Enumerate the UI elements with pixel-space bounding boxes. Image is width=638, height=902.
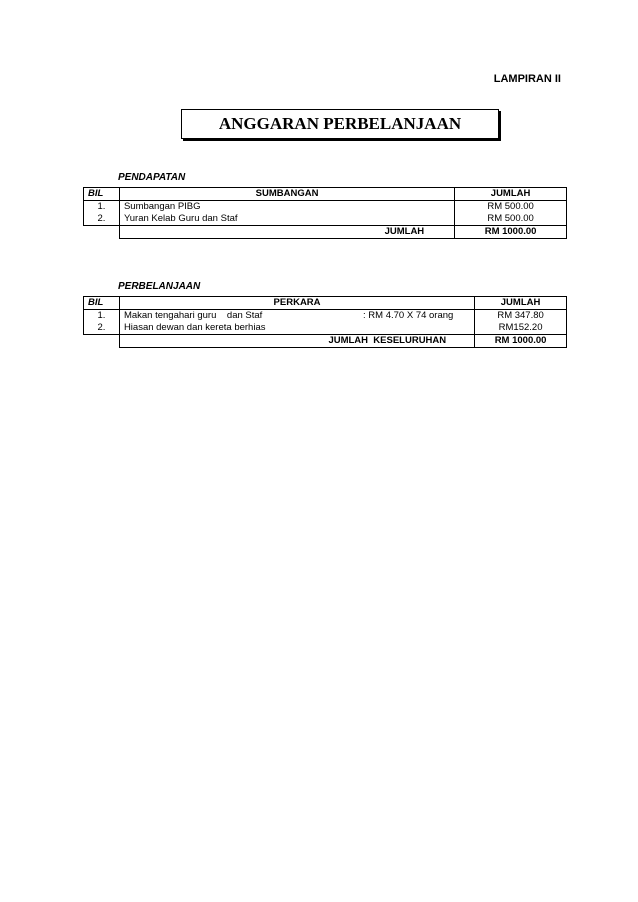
row-amount: RM 500.00 <box>455 213 567 226</box>
perbelanjaan-table <box>83 296 567 348</box>
row-item: Sumbangan PIBG <box>119 201 454 214</box>
table-row <box>84 310 567 323</box>
table-row <box>84 213 567 226</box>
table-header-row <box>84 188 567 201</box>
pendapatan-label: PENDAPATAN <box>118 172 186 183</box>
total-label: JUMLAH <box>119 226 454 239</box>
column-header-perkara: PERKARA <box>119 297 474 310</box>
perbelanjaan-label: PERBELANJAAN <box>118 281 201 292</box>
table-header-row <box>84 297 567 310</box>
column-header-sumbangan: SUMBANGAN <box>119 188 454 201</box>
row-amount: RM 500.00 <box>455 201 567 214</box>
lampiran-label: LAMPIRAN II <box>493 73 561 85</box>
row-item: Hiasan dewan dan kereta berhias <box>119 322 359 335</box>
row-amount: RM152.20 <box>475 322 567 335</box>
row-bil: 1. <box>84 310 120 323</box>
total-row <box>84 226 567 239</box>
column-header-bil: BIL <box>84 297 120 310</box>
total-value: RM 1000.00 <box>475 335 567 348</box>
table-row <box>84 322 567 335</box>
document-title: ANGGARAN PERBELANJAAN <box>181 109 499 139</box>
column-header-bil: BIL <box>84 188 120 201</box>
row-detail: : RM 4.70 X 74 orang <box>359 310 475 323</box>
table-row <box>84 201 567 214</box>
pendapatan-table <box>83 187 567 239</box>
row-detail <box>359 322 475 335</box>
row-bil: 1. <box>84 201 120 214</box>
total-value: RM 1000.00 <box>455 226 567 239</box>
total-row <box>84 335 567 348</box>
row-amount: RM 347.80 <box>475 310 567 323</box>
row-item: Makan tengahari guru dan Staf <box>123 310 263 321</box>
column-header-jumlah: JUMLAH <box>475 297 567 310</box>
total-label: JUMLAH KESELURUHAN <box>119 335 474 348</box>
row-bil: 2. <box>84 322 120 335</box>
column-header-jumlah: JUMLAH <box>455 188 567 201</box>
row-bil: 2. <box>84 213 120 226</box>
row-item: Yuran Kelab Guru dan Staf <box>119 213 454 226</box>
